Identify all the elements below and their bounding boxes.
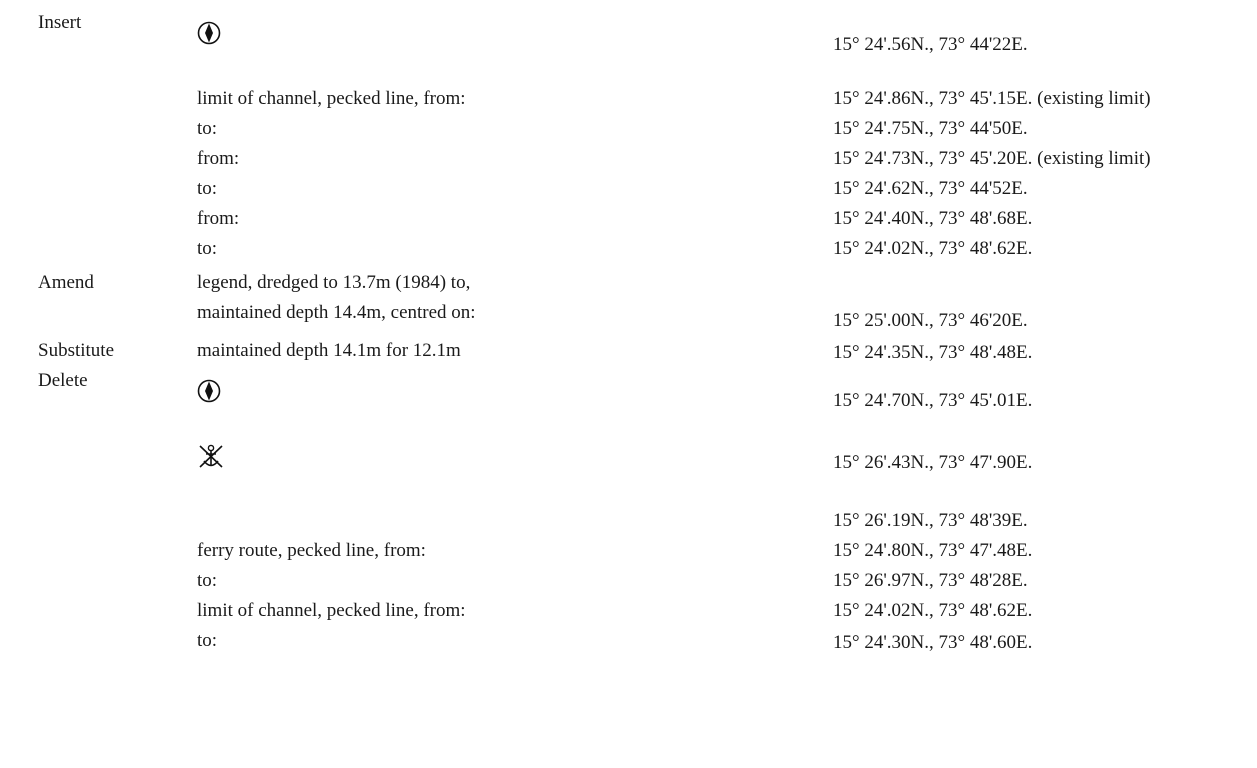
coordinate: 15° 26'.97N., 73° 48'28E. (833, 570, 1028, 591)
coordinate: 15° 26'.19N., 73° 48'39E. (833, 510, 1028, 531)
description: to: (197, 118, 218, 139)
coordinate: 15° 24'.56N., 73° 44'22E. (833, 34, 1028, 55)
coordinate: 15° 24'.40N., 73° 48'.68E. (833, 208, 1033, 229)
coordinate: 15° 24'.73N., 73° 45'.20E. (existing limit) (833, 148, 1151, 169)
leading-light-icon (196, 20, 222, 46)
coordinate: 15° 24'.70N., 73° 45'.01E. (833, 390, 1033, 411)
action-insert: Insert (38, 12, 82, 33)
description: limit of channel, pecked line, from: (197, 88, 466, 109)
description: ferry route, pecked line, from: (197, 540, 426, 561)
coordinate: 15° 24'.30N., 73° 48'.60E. (833, 632, 1033, 653)
action-amend: Amend (38, 272, 94, 293)
description: to: (197, 570, 218, 591)
description: from: (197, 208, 240, 229)
description: maintained depth 14.1m for 12.1m (197, 340, 461, 361)
coordinate: 15° 25'.00N., 73° 46'20E. (833, 310, 1028, 331)
description: maintained depth 14.4m, centred on: (197, 302, 476, 323)
coordinate: 15° 24'.35N., 73° 48'.48E. (833, 342, 1033, 363)
leading-light-icon (196, 378, 222, 404)
coordinate: 15° 26'.43N., 73° 47'.90E. (833, 452, 1033, 473)
description: to: (197, 630, 218, 651)
description: to: (197, 238, 218, 259)
coordinate: 15° 24'.80N., 73° 47'.48E. (833, 540, 1033, 561)
description: limit of channel, pecked line, from: (197, 600, 466, 621)
action-delete: Delete (38, 370, 88, 391)
description: from: (197, 148, 240, 169)
coordinate: 15° 24'.75N., 73° 44'50E. (833, 118, 1028, 139)
coordinate: 15° 24'.62N., 73° 44'52E. (833, 178, 1028, 199)
wreck-anchor-icon (196, 441, 226, 471)
description: to: (197, 178, 218, 199)
coordinate: 15° 24'.02N., 73° 48'.62E. (833, 600, 1033, 621)
coordinate: 15° 24'.02N., 73° 48'.62E. (833, 238, 1033, 259)
description: legend, dredged to 13.7m (1984) to, (197, 272, 471, 293)
coordinate: 15° 24'.86N., 73° 45'.15E. (existing limit) (833, 88, 1151, 109)
action-substitute: Substitute (38, 340, 115, 361)
